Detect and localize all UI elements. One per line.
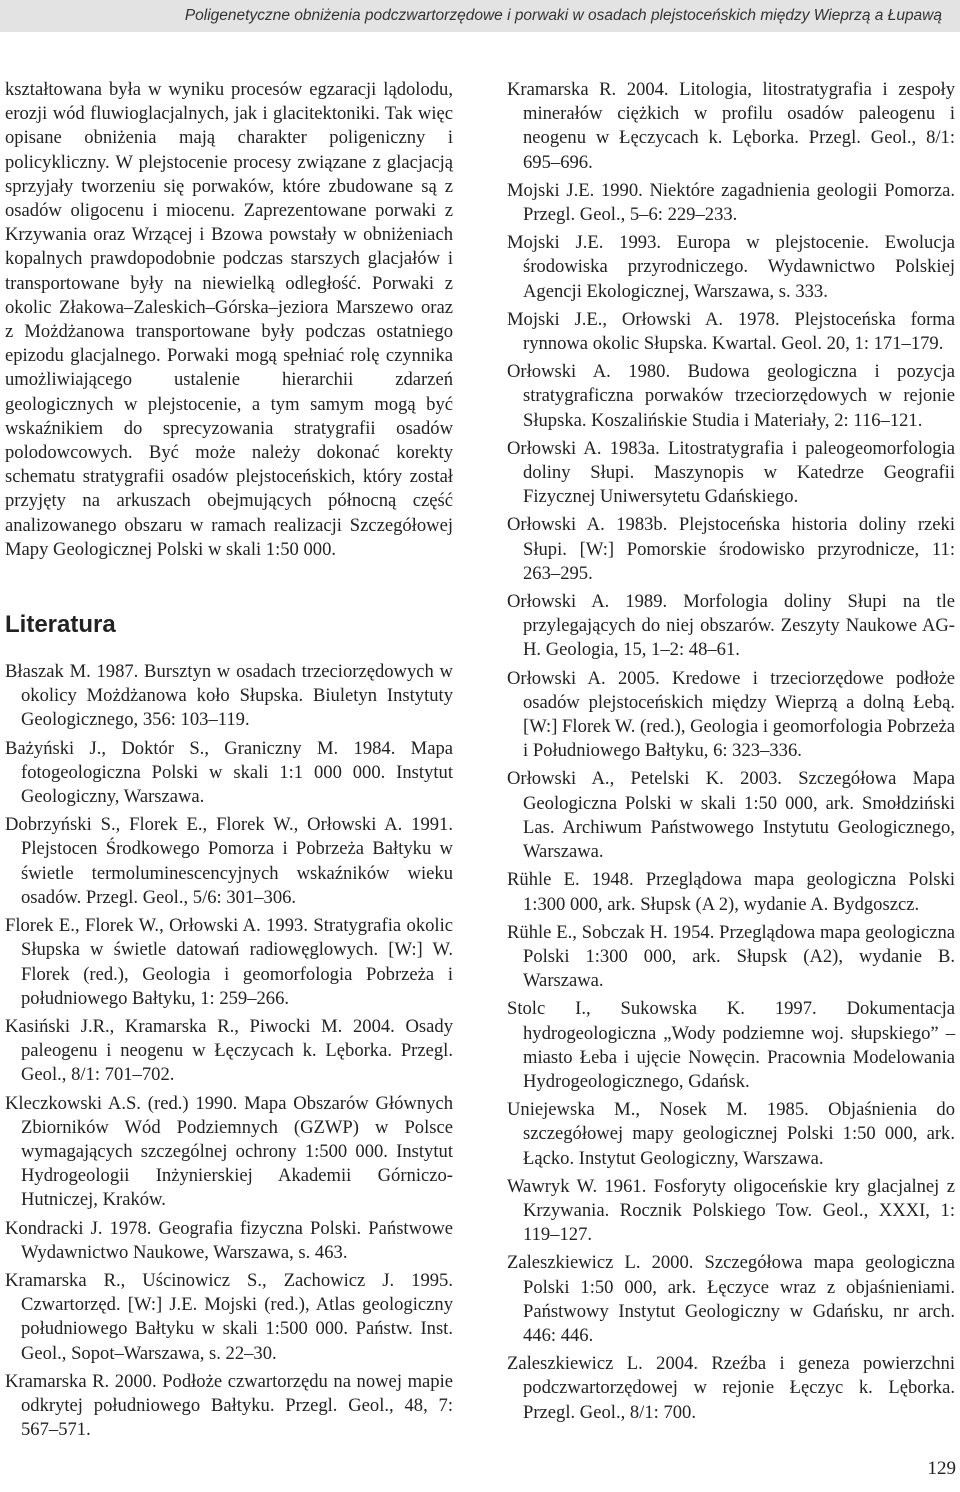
reference-item: Kramarska R. 2000. Podłoże czwartorzędu na nowej mapie odkrytej południowego Bałtyku. Przegl. Geol., 48, 7: 567–571.	[5, 1370, 453, 1441]
reference-item: Orłowski A. 1980. Budowa geologiczna i pozycja stratygraficzna porwaków trzeciorzędowych w rejonie Słupska. Koszalińskie Studia i Materiały, 2: 116–121.	[507, 361, 955, 431]
reference-item: Mojski J.E. 1993. Europa w plejstocenie. Ewolucja środowiska przyrodniczego. Wydawnictwo Polskiej Agencji Ekologicznej, Warszawa, s. 333.	[507, 232, 955, 302]
reference-item: Błaszak M. 1987. Bursztyn w osadach trzeciorzędowych w okolicy Możdżanowa koło Słupska. Biuletyn Instytuty Geologicznego, 356: 103–119.	[5, 661, 453, 731]
left-column	[5, 78, 453, 1446]
reference-item: Kramarska R. 2004. Litologia, litostratygrafia i zespoły minerałów ciężkich w profilu osadów paleogenu i neogenu w Łęczycach k. Lęborka. Przegl. Geol., 8/1: 695–696.	[507, 79, 955, 173]
reference-list-right	[507, 78, 955, 1425]
reference-item: Rühle E., Sobczak H. 1954. Przeglądowa mapa geologiczna Polski 1:300 000, ark. Słupsk (A2), wydanie B. Warszawa.	[507, 921, 955, 992]
reference-item: Stolc I., Sukowska K. 1997. Dokumentacja hydrogeologiczna „Wody podziemne woj. słupskiego” – miasto Łeba i ujęcie Nowęcin. Pracownia Modelowania Hydrogeologicznego, Gdańsk.	[507, 998, 955, 1092]
reference-item: Wawryk W. 1961. Fosforyty oligoceńskie kry glacjalnej z Krzywania. Rocznik Polskiego Tow. Geol., XXXI, 1: 119–127.	[507, 1175, 955, 1246]
reference-item: Florek E., Florek W., Orłowski A. 1993. Stratygrafia okolic Słupska w świetle datowań radiowęglowych. [W:] W. Florek (red.), Geologia i geomorfologia Pobrzeża i południowego Bałtyku, 1: 259–266.	[5, 915, 453, 1009]
running-header: Poligenetyczne obniżenia podczwartorzędowe i porwaki w osadach plejstoceńskich między Wieprzą a Łupawą	[0, 0, 960, 32]
reference-item: Zaleszkiewicz L. 2000. Szczegółowa mapa geologiczna Polski 1:50 000, ark. Łęczyce wraz z objaśnieniami. Państwowy Instytut Geologiczny w Gdańsku, nr arch. 446: 446.	[507, 1252, 955, 1346]
reference-item: Kondracki J. 1978. Geografia fizyczna Polski. Państwowe Wydawnictwo Naukowe, Warszawa, s. 463.	[5, 1217, 453, 1263]
reference-item: Orłowski A. 1983a. Litostratygrafia i paleogeomorfologia doliny Słupi. Maszynopis w Katedrze Geografii Fizycznej Uniwersytetu Gdańskiego.	[507, 437, 955, 508]
literature-heading: Literatura	[5, 611, 116, 639]
reference-item: Rühle E. 1948. Przeglądowa mapa geologiczna Polski 1:300 000, ark. Słupsk (A 2), wydanie A. Bydgoszcz.	[507, 869, 955, 915]
reference-item: Kasiński J.R., Kramarska R., Piwocki M. 2004. Osady paleogenu i neogenu w Łęczycach k. Lęborka. Przegl. Geol., 8/1: 701–702.	[5, 1015, 453, 1086]
reference-item: Uniejewska M., Nosek M. 1985. Objaśnienia do szczegółowej mapy geologicznej Polski 1:50 000, ark. Łącko. Instytut Geologiczny, Warszawa.	[507, 1099, 955, 1169]
reference-item: Orłowski A. 1983b. Plejstoceńska historia doliny rzeki Słupi. [W:] Pomorskie środowisko przyrodnicze, 11: 263–295.	[507, 514, 955, 584]
reference-item: Mojski J.E., Orłowski A. 1978. Plejstoceńska forma rynnowa okolic Słupska. Kwartal. Geol. 20, 1: 171–179.	[507, 308, 955, 355]
page-number: 129	[927, 1458, 956, 1479]
reference-item: Orłowski A. 2005. Kredowe i trzeciorzędowe podłoże osadów plejstoceńskich między Wieprzą a dolną Łebą. [W:] Florek W. (red.), Geologia i geomorfologia Pobrzeża i Południowego Bałtyku, 6: 323–336.	[507, 667, 955, 762]
reference-item: Orłowski A., Petelski K. 2003. Szczegółowa Mapa Geologiczna Polski w skali 1:50 000, ark. Smołdziński Las. Archiwum Państwowego Instytutu Geologicznego, Warszawa.	[507, 768, 955, 863]
right-column	[507, 78, 955, 1429]
reference-item: Orłowski A. 1989. Morfologia doliny Słupi na tle przylegających do niej obszarów. Zeszyty Naukowe AG-H. Geologia, 15, 1–2: 48–61.	[507, 591, 955, 661]
reference-item: Dobrzyński S., Florek E., Florek W., Orłowski A. 1991. Plejstocen Środkowego Pomorza i Pobrzeża Bałtyku w świetle termoluminescencyjnych wskaźników wieku osadów. Przegl. Geol., 5/6: 301–306.	[5, 814, 453, 908]
body-paragraph: kształtowana była w wyniku procesów egzaracji lądolodu, erozji wód fluwioglacjalnych, jak i glacitektoniki. Tak więc opisane obniżenia mają charakter poligeniczny i policykliczny. W plejstocenie procesy związane z glacjacją sprzyjały tworzeniu się porwaków, które zbudowane są z osadów oligocenu i miocenu. Zaprezentowane porwaki z Krzywania oraz Wrzącej i Bzowa powstały w obniżeniach kopalnych prawdopodobnie podczas starszych glacjałów i transportowane były na niewielką odległość. Porwaki z okolic Złakowa–Zaleskich–Górska–jeziora Marszewo oraz z Możdżanowa transportowane były podczas ostatniego epizodu glacjalnego. Porwaki mogą spełniać rolę czynnika umożliwiającego ustalenie hierarchii zdarzeń geologicznych w plejstocenie, a tym samym mogą być wskaźnikiem do sprecyzowania stratygrafii osadów polodowcowych. Być może należy dokonać korekty schematu stratygrafii osadów plejstoceńskich, który został przyjęty na arkuszach obejmujących północną część analizowanego obszaru w ramach realizacji Szczegółowej Mapy Geologicznej Polski w skali 1:50 000.	[5, 79, 453, 560]
reference-item: Zaleszkiewicz L. 2004. Rzeźba i geneza powierzchni podczwartorzędowej w rejonie Łęczyc k. Lęborka. Przegl. Geol., 8/1: 700.	[507, 1353, 955, 1423]
reference-item: Bażyński J., Doktór S., Graniczny M. 1984. Mapa fotogeologiczna Polski w skali 1:1 000 000. Instytut Geologiczny, Warszawa.	[5, 737, 453, 808]
reference-item: Mojski J.E. 1990. Niektóre zagadnienia geologii Pomorza. Przegl. Geol., 5–6: 229–233.	[507, 179, 955, 226]
reference-item: Kleczkowski A.S. (red.) 1990. Mapa Obszarów Głównych Zbiorników Wód Podziemnych (GZWP) w Polsce wymagających szczególnej ochrony 1:500 000. Instytut Hydrogeologii Inżynierskiej Akademii Górniczo-Hutniczej, Kraków.	[5, 1092, 453, 1211]
reference-item: Kramarska R., Uścinowicz S., Zachowicz J. 1995. Czwartorzęd. [W:] J.E. Mojski (red.), Atlas geologiczny południowego Bałtyku w skali 1:500 000. Państw. Inst. Geol., Sopot–Warszawa, s. 22–30.	[5, 1269, 453, 1364]
reference-list-left	[5, 660, 453, 1442]
